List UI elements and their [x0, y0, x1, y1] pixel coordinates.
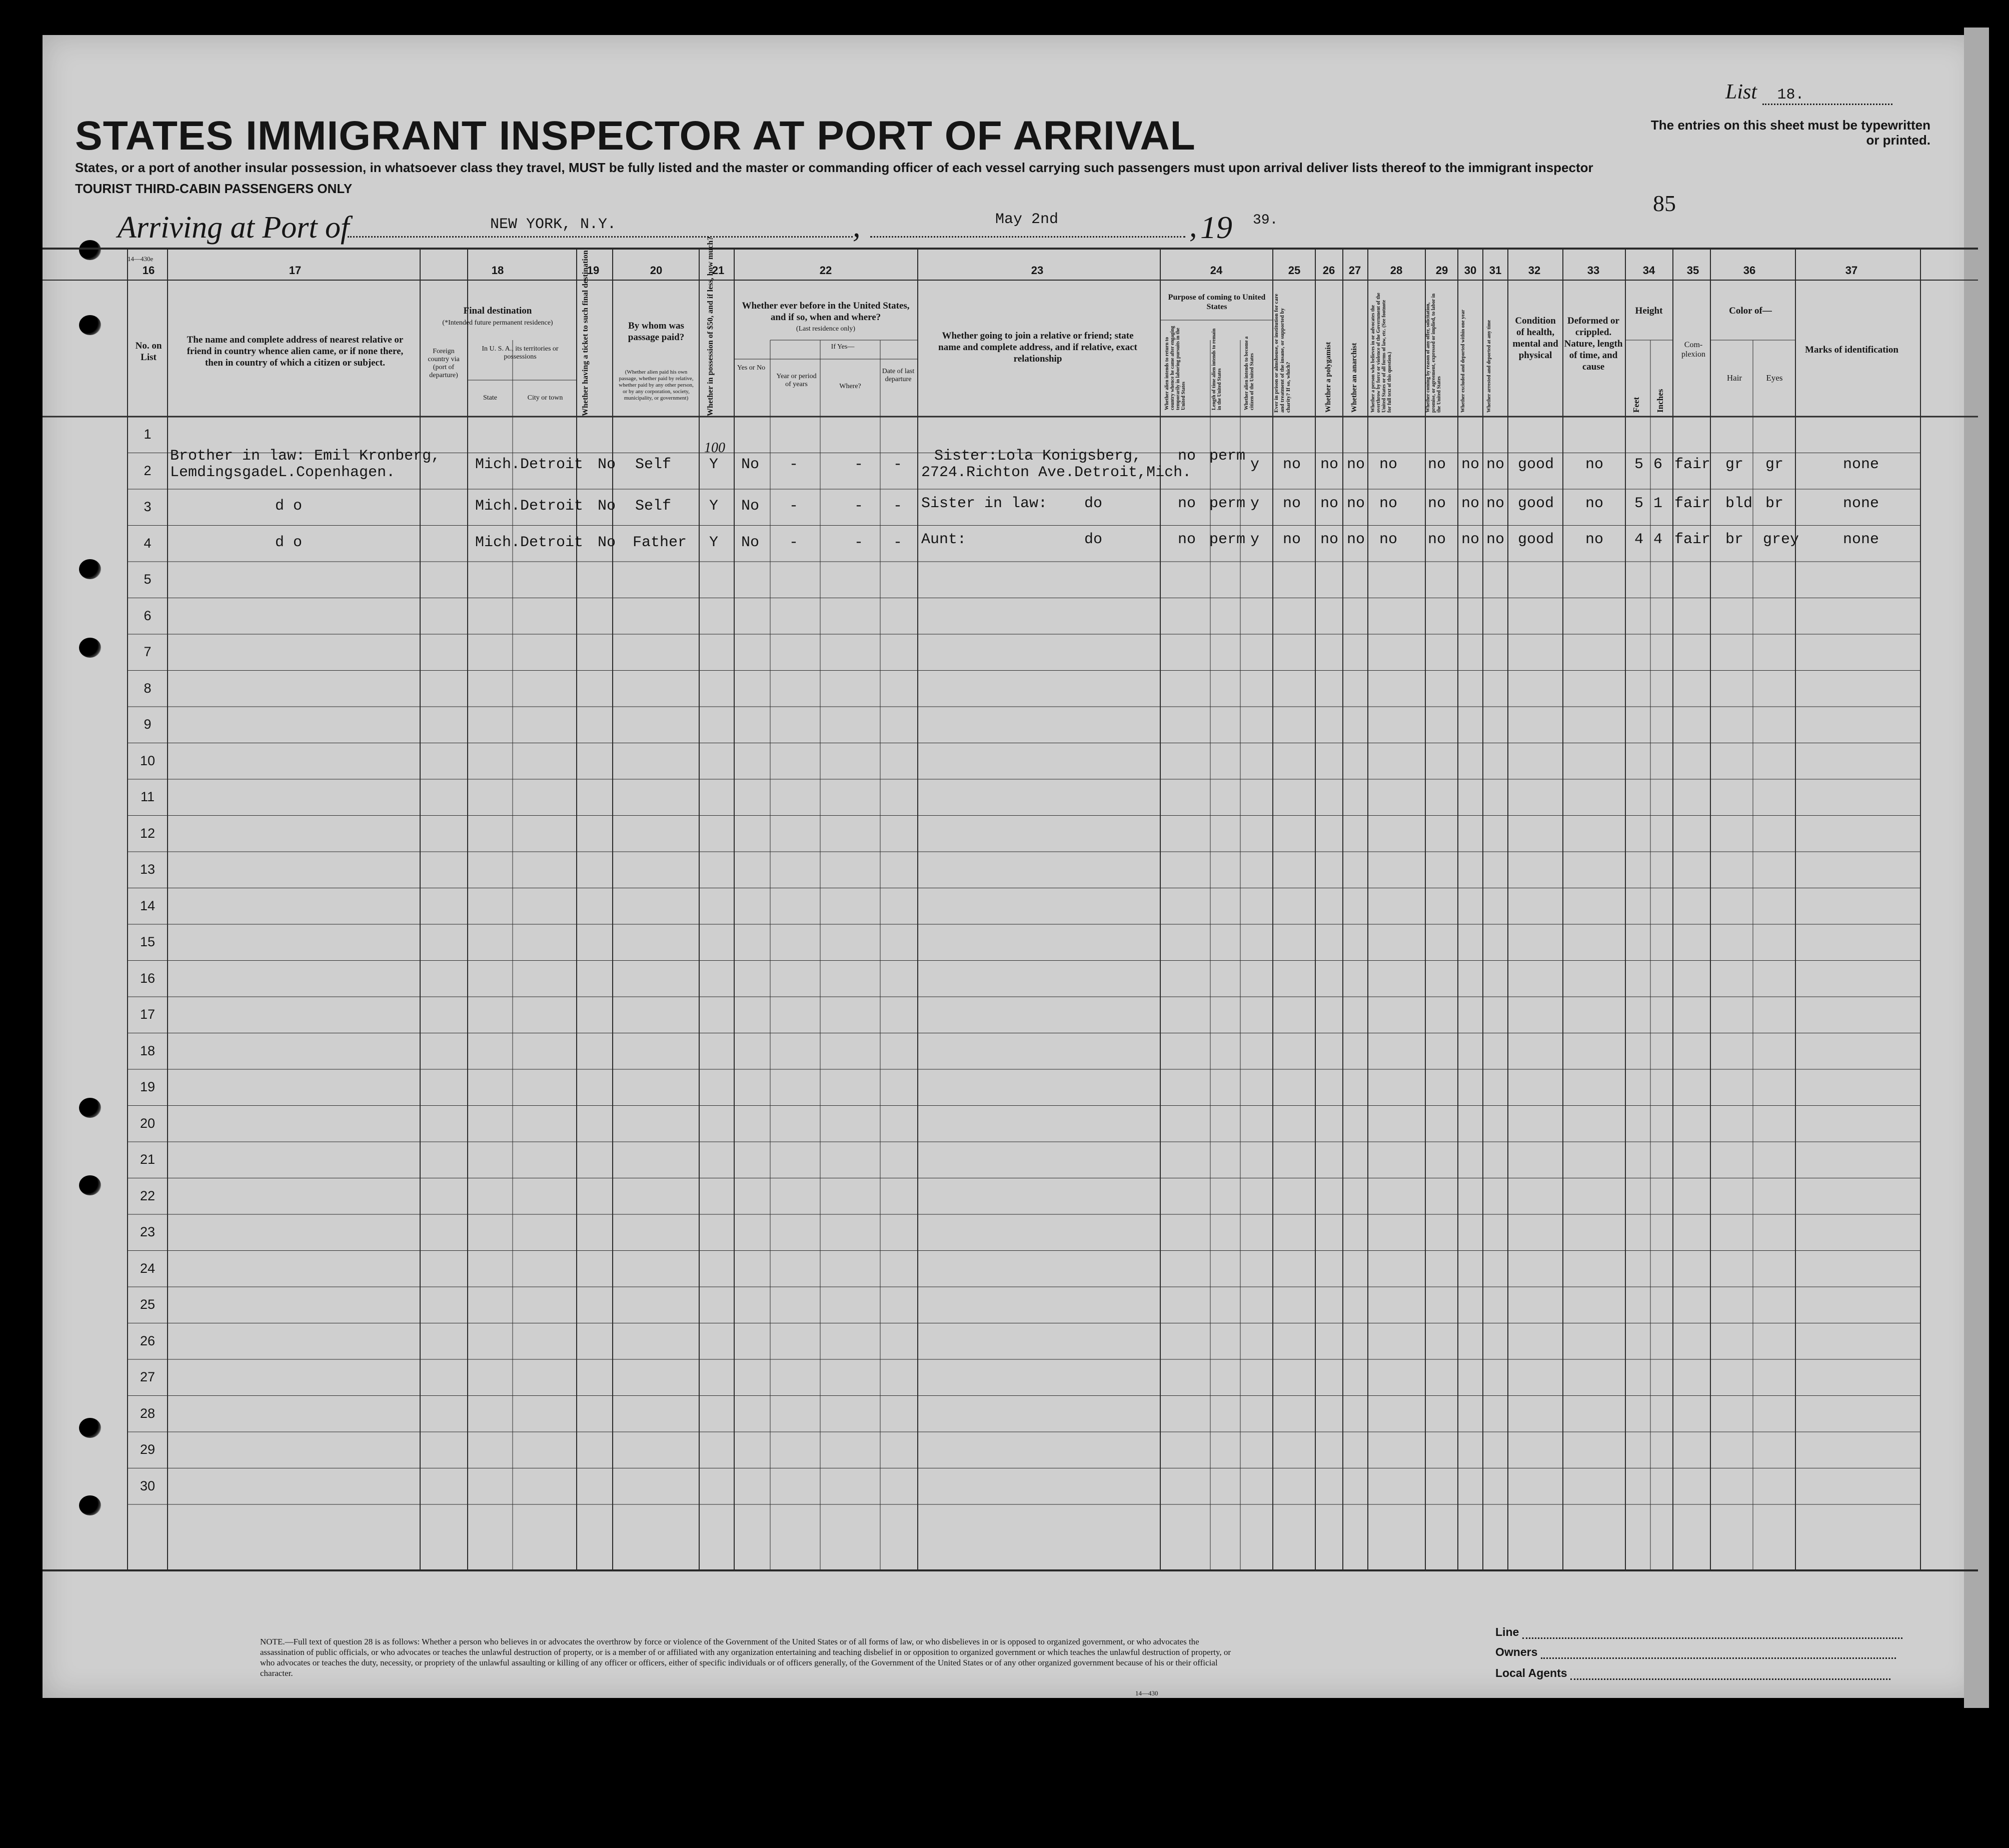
list-number: 18. — [1762, 87, 1892, 105]
comma: , — [853, 210, 861, 244]
column-number: 26 — [1322, 264, 1335, 277]
row3-complexion: fair — [1674, 531, 1711, 548]
row3-citizen: y — [1250, 531, 1260, 548]
column-number: 29 — [1435, 264, 1448, 277]
header-polygamist: Whether a polygamist — [1324, 342, 1332, 413]
page-mark: 85 — [1653, 191, 1676, 216]
row-number: 3 — [144, 499, 152, 514]
column-number: 28 — [1390, 264, 1403, 277]
column-number: 27 — [1348, 264, 1361, 277]
row2-inches: 1 — [1653, 495, 1663, 512]
header-prison: Ever in prison or almshouse, or institution for care and treatment of the insane, or supported by charity? If so, which? — [1273, 294, 1291, 413]
column-number: 33 — [1587, 264, 1600, 277]
row2-offer: no — [1428, 495, 1446, 512]
header-date-departure: Date of last departure — [882, 368, 915, 383]
header-city: City or town — [527, 394, 563, 402]
row-number: 10 — [140, 753, 156, 768]
column-number: 25 — [1288, 264, 1301, 277]
row-number: 14 — [140, 898, 156, 913]
row1-year: - — [789, 456, 799, 473]
column-number: 20 — [650, 264, 663, 277]
owners-blank — [1541, 1657, 1896, 1659]
column-number: 16 — [142, 264, 155, 277]
row1-money-note: 100 — [704, 440, 725, 456]
row1-date: - — [893, 456, 903, 473]
row1-eyes: gr — [1765, 456, 1784, 473]
arriving-label: Arriving at Port of — [118, 211, 350, 245]
header-purpose-citizen: Whether alien intends to become a citizen of the United States — [1244, 336, 1255, 410]
header-ever-before-us: Whether ever before in the United States, and if so, when and where? — [742, 301, 910, 323]
row1-complexion: fair — [1674, 456, 1711, 473]
row-number: 20 — [140, 1115, 156, 1131]
page-title: STATES IMMIGRANT INSPECTOR AT PORT OF ARRIVAL — [75, 113, 1196, 159]
row2-anarchist: no — [1347, 495, 1365, 512]
column-number: 37 — [1845, 264, 1858, 277]
header-passage-paid: By whom was passage paid? — [628, 321, 685, 343]
row-number: 24 — [140, 1260, 156, 1276]
row1-money: Y — [709, 456, 719, 473]
header-eyes: Eyes — [1766, 373, 1783, 383]
row2-state-city: Mich.Detroit — [475, 498, 584, 515]
column-number: 19 — [587, 264, 600, 277]
year-prefix: 19 — [1200, 210, 1232, 245]
row2-money: Y — [709, 498, 719, 515]
header-final-destination-sub: (*Intended future permanent residence) — [442, 319, 553, 327]
row2-polygamist: no — [1320, 495, 1339, 512]
row-number: 29 — [140, 1442, 156, 1457]
row-number: 19 — [140, 1079, 156, 1094]
row-number: 22 — [140, 1188, 156, 1203]
line-label: Line — [1495, 1625, 1519, 1638]
row1-citizen: y — [1250, 456, 1260, 473]
row2-prison: no — [1283, 495, 1301, 512]
row3-inches: 4 — [1653, 531, 1663, 548]
row-number: 7 — [144, 644, 152, 659]
footnote: NOTE.—Full text of question 28 is as follows: Whether a person who believes in or advocates the overthrow by force or violence of the Government of the United States or of all forms of law, or who disbelieves in or is opposed to organized government, or who advocates the assassination of public officials, or who advocates or teaches the unlawful destruction of property, or is a member of or affiliated with any organization entertaining and teaching disbelief in or opposition to organized government or which teaches the unlawful destruction of property, or who advocates or teaches the duty, necessity, or propriety of the unlawful assaulting or killing of any officer or officers, either of specific individuals or of officers generally, of the Government of the United States or of any other organized government because of his or their official character. — [260, 1637, 1231, 1678]
row3-overthrow: no — [1379, 531, 1398, 548]
row3-anarchist: no — [1347, 531, 1365, 548]
row-number: 1 — [144, 427, 152, 442]
row-number: 23 — [140, 1224, 156, 1239]
column-number: 21 — [712, 264, 725, 277]
owners-label: Owners — [1495, 1645, 1538, 1658]
row-number: 17 — [140, 1007, 156, 1022]
header-feet: Feet — [1631, 397, 1641, 413]
row2-where: - — [854, 498, 864, 515]
column-number: 31 — [1489, 264, 1502, 277]
row3-offer: no — [1428, 531, 1446, 548]
row-number: 21 — [140, 1152, 156, 1167]
column-number: 34 — [1642, 264, 1655, 277]
row-number: 18 — [140, 1043, 156, 1058]
row1-deported: no — [1486, 456, 1505, 473]
comma: , — [1189, 210, 1197, 244]
row3-where: - — [854, 534, 864, 551]
header-complexion: Com-plexion — [1681, 341, 1705, 359]
row3-polygamist: no — [1320, 531, 1339, 548]
row1-polygamist: no — [1320, 456, 1339, 473]
form-code: 14—430 — [1135, 1689, 1158, 1697]
row3-feet: 4 — [1634, 531, 1644, 548]
header-hair: Hair — [1726, 373, 1742, 383]
row-number: 8 — [144, 680, 152, 696]
row1-where: - — [854, 456, 864, 473]
row3-marks: none — [1843, 531, 1879, 548]
row1-prison: no — [1283, 456, 1301, 473]
row1-length: perm — [1209, 448, 1246, 465]
header-offer: Whether coming by reason of any offer, solicitation, promise, or agreement, expressed or implied, to labor in the United States — [1425, 293, 1442, 413]
column-number: 22 — [819, 264, 832, 277]
row-number: 4 — [144, 535, 152, 551]
row1-relative-line1: Brother in law: Emil Kronberg, — [170, 448, 441, 465]
row1-state-city: Mich.Detroit — [475, 456, 584, 473]
row-number: 16 — [140, 970, 156, 986]
row-number: 6 — [144, 608, 152, 623]
row1-anarchist: no — [1347, 456, 1365, 473]
row1-marks: none — [1843, 456, 1879, 473]
row2-join-line2: do — [1084, 495, 1103, 512]
header-marks: Marks of identification — [1805, 345, 1898, 355]
row1-offer: no — [1428, 456, 1446, 473]
header-deported: Whether arrested and deported at any time — [1486, 320, 1492, 413]
row1-excluded: no — [1461, 456, 1480, 473]
row1-ticket: No — [598, 456, 616, 473]
row3-eyes: grey — [1763, 531, 1799, 548]
header-height: Height — [1635, 306, 1663, 316]
row3-join-line2: do — [1084, 531, 1103, 548]
column-number: 32 — [1528, 264, 1541, 277]
row3-return: no — [1178, 531, 1196, 548]
row2-join-line1: Sister in law: — [921, 495, 1048, 512]
row1-paid-by: Self — [635, 456, 672, 473]
row2-return: no — [1178, 495, 1196, 512]
header-where: Where? — [839, 383, 861, 390]
row2-date: - — [893, 498, 903, 515]
local-agents-field — [1495, 1666, 1890, 1680]
header-color-of: Color of— — [1729, 306, 1772, 316]
row3-deformed: no — [1585, 531, 1604, 548]
header-nearest-relative: The name and complete address of nearest relative or friend in country whence alien came, or if none there, then in country of which a citizen or subject. — [187, 335, 404, 368]
row1-health: good — [1518, 456, 1554, 473]
row-number: 15 — [140, 934, 156, 949]
header-last-residence: (Last residence only) — [796, 325, 856, 333]
class-line: TOURIST THIRD-CABIN PASSENGERS ONLY — [75, 181, 353, 196]
row3-prison: no — [1283, 531, 1301, 548]
row3-ticket: No — [598, 534, 616, 551]
row3-state-city: Mich.Detroit — [475, 534, 584, 551]
header-usa: In U. S. A., its territories or possessions — [482, 345, 559, 361]
header-final-destination: Final destination — [463, 306, 532, 316]
row2-complexion: fair — [1674, 495, 1711, 512]
row3-year: - — [789, 534, 799, 551]
column-number: 36 — [1743, 264, 1756, 277]
row2-feet: 5 — [1634, 495, 1644, 512]
row2-length: perm — [1209, 495, 1246, 512]
row2-deformed: no — [1585, 495, 1604, 512]
row-number: 28 — [140, 1405, 156, 1421]
header-excluded: Whether excluded and deported within one year — [1460, 310, 1466, 413]
header-anarchist: Whether an anarchist — [1350, 343, 1358, 413]
header-health: Condition of health, mental and physical — [1512, 316, 1558, 361]
row1-return: no — [1178, 448, 1196, 465]
header-purpose-length: Length of time alien intends to remain in the United States — [1211, 328, 1222, 410]
row2-deported: no — [1486, 495, 1505, 512]
row-number: 11 — [140, 789, 155, 804]
header-ticket: Whether having a ticket to such final destination — [581, 250, 590, 416]
row2-eyes: br — [1765, 495, 1784, 512]
row1-feet: 5 — [1634, 456, 1644, 473]
row3-date: - — [893, 534, 903, 551]
line-blank — [1522, 1637, 1902, 1639]
owners-field — [1495, 1645, 1896, 1659]
row1-relative-line2: LemdingsgadeL.Copenhagen. — [170, 464, 396, 481]
header-inches: Inches — [1655, 389, 1665, 413]
row3-paid-by: Father — [633, 534, 687, 551]
row3-before: No — [741, 534, 760, 551]
row2-overthrow: no — [1379, 495, 1398, 512]
row-number: 26 — [140, 1333, 156, 1348]
header-yes-no: Yes or No — [737, 364, 766, 372]
port-value: NEW YORK, N.Y. — [490, 216, 617, 233]
entries-note: The entries on this sheet must be typewritten or printed. — [1650, 118, 1930, 148]
row3-length: perm — [1209, 531, 1246, 548]
row-number: 27 — [140, 1369, 156, 1384]
row-number: 25 — [140, 1297, 156, 1312]
header-purpose-return: Whether alien intends to return to country whence he came after engaging temporarily in laboring pursuits in the United States — [1164, 326, 1186, 410]
row1-deformed: no — [1585, 456, 1604, 473]
row3-relative: d o — [275, 534, 303, 551]
row2-before: No — [741, 498, 760, 515]
row3-hair: br — [1725, 531, 1744, 548]
header-purpose: Purpose of coming to United States — [1168, 293, 1266, 311]
row3-join-line1: Aunt: — [921, 531, 967, 548]
row2-health: good — [1518, 495, 1554, 512]
column-number: 17 — [289, 264, 302, 277]
line-field — [1495, 1625, 1902, 1639]
column-number: 18 — [491, 264, 504, 277]
row3-health: good — [1518, 531, 1554, 548]
row2-excluded: no — [1461, 495, 1480, 512]
row-number: 13 — [140, 862, 156, 877]
agents-blank — [1570, 1678, 1890, 1680]
row2-year: - — [789, 498, 799, 515]
row-number: 12 — [140, 825, 156, 841]
row3-money: Y — [709, 534, 719, 551]
row3-excluded: no — [1461, 531, 1480, 548]
row-number: 2 — [144, 463, 152, 478]
header-passage-paid-sub: (Whether alien paid his own passage, whether paid by relative, whether paid by any other person, or by any corporation, society, municipality, or government) — [619, 369, 694, 401]
column-number: 30 — [1464, 264, 1477, 277]
row2-hair: bld — [1725, 495, 1753, 512]
header-deformed: Deformed or crippled. Nature, length of time, and cause — [1564, 316, 1623, 372]
header-foreign-country: Foreign country via (port of departure) — [428, 348, 460, 379]
header-year-period: Year or period of years — [776, 373, 817, 388]
list-label: List — [1725, 81, 1757, 104]
header-join-relative: Whether going to join a relative or friend; state name and complete address, and if relative, exact relationship — [938, 331, 1137, 364]
row-number: 5 — [144, 572, 152, 587]
agents-label: Local Agents — [1495, 1666, 1567, 1679]
row-number: 30 — [140, 1478, 156, 1493]
row1-inches: 6 — [1653, 456, 1663, 473]
row2-relative: d o — [275, 498, 303, 515]
header-fifty-dollars: Whether in possession of $50, and if less, how much? — [706, 236, 715, 416]
row1-hair: gr — [1725, 456, 1744, 473]
subtitle: States, or a port of another insular possession, in whatsoever class they travel, MUST be fully listed and the master or commanding officer of each vessel carrying such passengers must upon arrival deliver lists thereof to the immigrant inspector — [75, 160, 1593, 175]
column-number: 23 — [1031, 264, 1044, 277]
row2-ticket: No — [598, 498, 616, 515]
row2-citizen: y — [1250, 495, 1260, 512]
date-value: May 2nd — [995, 211, 1059, 228]
row1-overthrow: no — [1379, 456, 1398, 473]
year-suffix: 39. — [1253, 213, 1278, 228]
header-if-yes: If Yes— — [831, 343, 855, 351]
form-code-top: 14—430e — [128, 255, 154, 263]
row1-join-line1: Sister:Lola Konigsberg, — [934, 448, 1142, 465]
row3-deported: no — [1486, 531, 1505, 548]
header-state: State — [483, 394, 497, 402]
header-no-on-list: No. on List — [135, 341, 162, 363]
row-number: 9 — [144, 717, 152, 732]
column-number: 24 — [1210, 264, 1223, 277]
column-number: 35 — [1686, 264, 1699, 277]
row1-before: No — [741, 456, 760, 473]
row2-marks: none — [1843, 495, 1879, 512]
header-overthrow: Whether a person who believes in or advocates the overthrow by force or violence of the Government of the United States or of all forms of law, etc. (See footnote for full text of this question.) — [1370, 293, 1392, 413]
row2-paid-by: Self — [635, 498, 672, 515]
row1-join-line2: 2724.Richton Ave.Detroit,Mich. — [921, 464, 1192, 481]
